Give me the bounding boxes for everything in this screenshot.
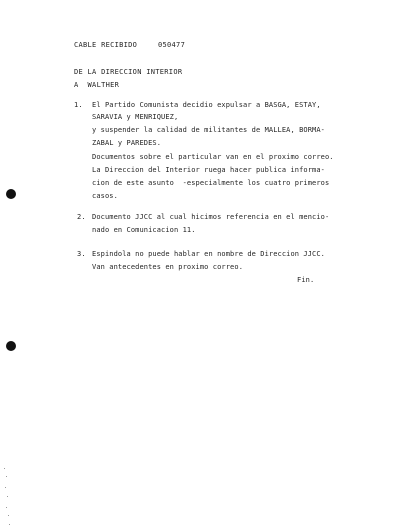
cable-label: CABLE RECIBIDO <box>74 41 138 49</box>
from-line: DE LA DIRECCION INTERIOR <box>74 68 183 76</box>
item-2-line-1: Documento JJCC al cual hicimos referencia en el mencio- <box>92 213 330 221</box>
item-1-number: 1. <box>74 101 83 109</box>
item-1-line-6: La Direccion del Interior ruega hacer publica informa- <box>92 166 325 174</box>
item-1-line-7: cion de este asunto -especialmente los cuatro primeros <box>92 179 330 187</box>
item-3-line-2: Van antecedentes en proximo correo. <box>92 263 244 271</box>
item-1-line-3: y suspender la calidad de militantes de MALLEA, BORMA- <box>92 126 325 134</box>
item-1-line-1: El Partido Comunista decidio expulsar a BASGA, ESTAY, <box>92 101 321 109</box>
closing-text: Fin. <box>297 276 315 284</box>
edge-speck <box>6 507 7 508</box>
edge-speck <box>8 515 9 516</box>
to-line: A WALTHER <box>74 81 120 89</box>
punch-hole-bottom <box>6 341 16 351</box>
item-1-line-5: Documentos sobre el particular van en el proximo correo. <box>92 153 334 161</box>
edge-speck <box>7 496 8 497</box>
edge-speck <box>6 476 7 477</box>
item-3-line-1: Espindola no puede hablar en nombre de Direccion JJCC. <box>92 250 325 258</box>
item-1-line-8: casos. <box>92 192 118 200</box>
edge-speck <box>9 524 10 525</box>
item-1-line-4: ZABAL y PAREDES. <box>92 139 162 147</box>
punch-hole-top <box>6 189 16 199</box>
edge-speck <box>4 468 5 469</box>
edge-speck <box>5 487 6 488</box>
cable-number: 050477 <box>158 41 186 49</box>
item-3-number: 3. <box>77 250 86 258</box>
item-1-line-2: SARAVIA y MENRIQUEZ, <box>92 113 179 121</box>
item-2-line-2: nado en Comunicacion 11. <box>92 226 196 234</box>
item-2-number: 2. <box>77 213 86 221</box>
